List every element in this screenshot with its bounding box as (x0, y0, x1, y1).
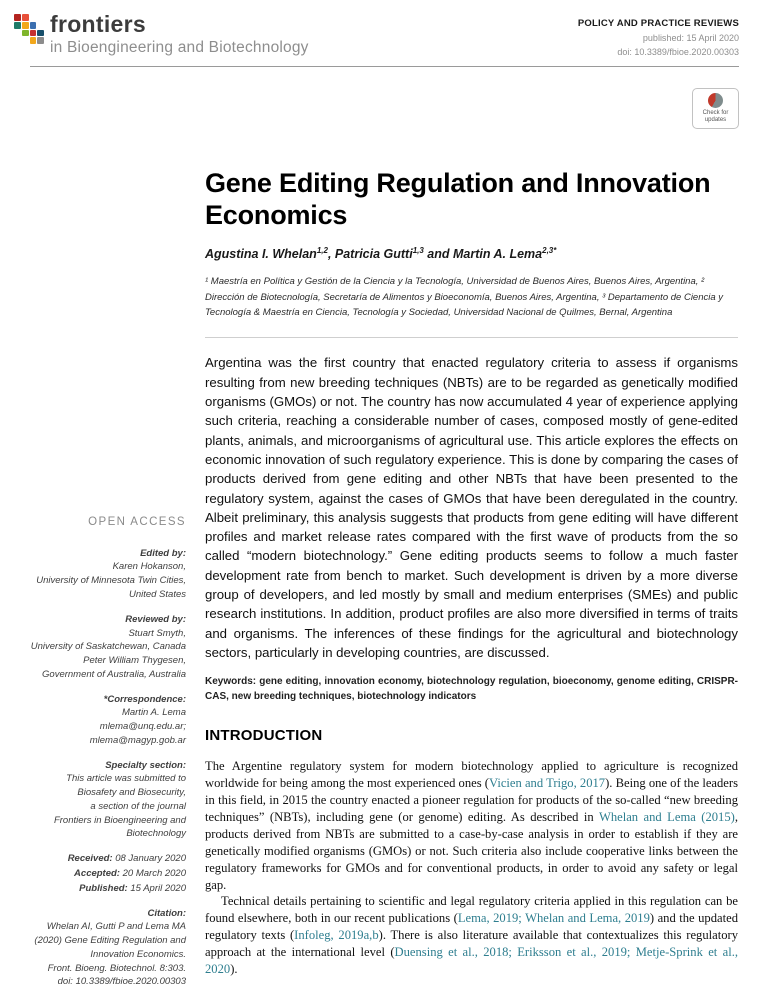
paragraph-text: Technical details pertaining to scientific and legal regulatory criteria applied in this regulation can be found elsewhere, both in our recent publications ( (205, 894, 738, 926)
author-affiliation-sup: 2,3* (542, 246, 557, 256)
sidebar-block-label: Reviewed by: (125, 613, 186, 625)
sidebar-block-line: a section of the journal (90, 800, 186, 812)
sidebar-block-line: This article was submitted to (66, 773, 186, 785)
sidebar-block-line: Stuart Smyth, (128, 627, 186, 639)
keywords-line: Keywords: gene editing, innovation economy, biotechnology regulation, bioeconomy, genome editing, CRISPR-CAS, new breeding techniques, biotechnology indicators (205, 676, 738, 703)
sidebar-block-line: Martin A. Lema (121, 707, 186, 719)
citation-link[interactable]: Infoleg, 2019a,b (294, 928, 379, 943)
author-name: Patricia Gutti (334, 247, 413, 262)
sidebar-block: Published: 15 April 2020 (79, 882, 186, 894)
sidebar-block (0, 759, 186, 842)
check-for-updates-label: Check for updates (702, 109, 729, 123)
sidebar-block-line: Biotechnology (126, 828, 186, 840)
sidebar-block-line: doi: 10.3389/fbioe.2020.00303 (57, 976, 186, 988)
citation-link[interactable]: Vicien and Trigo, 2017 (489, 776, 606, 791)
author-affiliation-sup: 1,3 (412, 246, 424, 256)
paragraph-text: ). Being one of the leaders in this field, in 2015 the country enacted a pioneer regulation for products of the so-called “new breeding techniques” (NBTs), including gene (or genome) editing. As described in (205, 776, 738, 824)
sidebar-block-label: Published: (79, 882, 128, 894)
citation-link[interactable]: Duensing et al., 2018; Eriksson et al., 2019; Metje-Sprink et al., 2020 (205, 945, 738, 977)
sidebar-blocks (0, 547, 186, 989)
email-link[interactable]: mlema@magyp.gob.ar (89, 734, 186, 746)
sidebar-block-line: Whelan AI, Gutti P and Lema MA (46, 921, 186, 933)
sidebar-block-line: Innovation Economics. (90, 948, 186, 960)
sidebar-block (0, 693, 186, 748)
author-affiliation-sup: 1,2 (316, 246, 328, 256)
doi: doi: 10.3389/fbioe.2020.00303 (617, 46, 739, 57)
paragraph-text: , products derived from NBTs are submitted to a case-by-case analysis in order to establish if they are genetically modified organisms (GMOs) or not. Such criteria also include cooperative links between the regulatory frameworks for GMOs and for conventional products, in order to avoid any safety or legal gap. (205, 809, 739, 892)
sidebar-block-line: Front. Bioeng. Biotechnol. 8:303. (47, 962, 186, 974)
body-paragraph (205, 758, 738, 893)
published-date: published: 15 April 2020 (642, 32, 739, 43)
paragraph-text: The Argentine regulatory system for modern biotechnology applied to agriculture is recognized worldwide for being among the most experienced ones ( (205, 759, 738, 791)
sidebar-block-line: Frontiers in Bioengineering and (53, 814, 186, 826)
abstract-text: Argentina was the first country that enacted regulatory criteria to assess if organisms resulting from new breeding techniques (NBTs) are to be regarded as genetically modified organisms (GMOs) or not. The country has now accumulated 4 year of experience applying such criteria, reaching a considerable number of cases, composed mostly of gene-edited plants, animals, and microorganisms of agricultural use. This article explores the effects on economic innovation of such regulatory experience. This is done by comparing the cases of products derived from gene editing and other NBTs that have been presented to the regulatory system, against the cases of GMOs that have been deregulated in the country. Albeit preliminary, this analysis suggests that products from gene editing will have different profiles and market release rates compared with the first wave of products from the so called “modern biotechnology.” Gene editing products seems to follow a much faster development rate from bench to market. Such development is driven by a more diverse group of developers, and led mostly by small and medium enterprises (SMEs) and public research institutions. In addition, product profiles are also more diversified in terms of traits and organisms. The inferences of these findings for the agricultural and biotechnology sectors, particularly in developing countries, are discussed. (205, 355, 738, 660)
author-name: Martin A. Lema (452, 247, 543, 262)
sidebar-block-line: Biosafety and Biosecurity, (77, 787, 186, 799)
author-name: Agustina I. Whelan (205, 247, 317, 262)
paragraph-text: ) and the updated regulatory texts ( (205, 911, 738, 943)
sidebar-block-line: (2020) Gene Editing Regulation and (34, 935, 186, 947)
sidebar-block (0, 613, 186, 682)
article-title: Gene Editing Regulation and Innovation Economics (205, 168, 711, 230)
sidebar-block: Accepted: 20 March 2020 (74, 867, 186, 879)
sidebar-block-line: University of Minnesota Twin Cities, (36, 575, 186, 587)
sidebar-block-label: Received: (67, 853, 113, 865)
open-access-label: OPEN ACCESS (88, 516, 186, 528)
sidebar-block-label: Edited by: (140, 547, 186, 559)
abstract-divider (205, 337, 738, 338)
frontiers-logo-icon (14, 14, 44, 44)
article-info-sidebar (0, 514, 186, 1000)
sidebar-block-line: United States (128, 588, 186, 600)
affiliations: ¹ Maestría en Política y Gestión de la Ciencia y la Tecnología, Universidad de Buenos Aires, Buenos Aires, Argentina, ² Dirección de Biotecnología, Secretaría de Alimentos y Bioeconomía, Buenos Aires, Argentina, ³ Departamento de Ciencia y Tecnología & Maestría en Ciencia, Tecnología y Sociedad, Universidad Nacional de Quilmes, Bernal, Argentina (205, 276, 724, 319)
sidebar-block-label: Accepted: (74, 867, 120, 879)
citation-link[interactable]: Lema, 2019; Whelan and Lema, 2019 (457, 911, 650, 926)
article-main (205, 0, 738, 978)
body-paragraphs (205, 758, 738, 978)
paragraph-text: ). There is also literature available that contextualizes this regulatory approach at the international level ( (205, 928, 739, 960)
sidebar-block: Received: 08 January 2020 (67, 853, 186, 865)
article-type: POLICY AND PRACTICE REVIEWS (577, 18, 739, 29)
email-link[interactable]: mlema@unq.edu.ar; (99, 721, 186, 733)
sidebar-block-line: University of Saskatchewan, Canada (30, 641, 186, 653)
author-list: Agustina I. Whelan$^{1,2}$, Patricia Gutti$^{1,3}$ and Martin A. Lema$^{2,3*}$ (205, 246, 557, 262)
sidebar-block-line: Peter William Thygesen, (83, 655, 186, 667)
section-heading-introduction: INTRODUCTION (205, 727, 323, 745)
sidebar-block (0, 907, 186, 990)
sidebar-block-line: Government of Australia, Australia (42, 668, 186, 680)
sidebar-block-label: Citation: (147, 907, 186, 919)
brand-name: frontiers (50, 11, 146, 37)
body-paragraph (205, 893, 738, 978)
sidebar-block-label: *Correspondence: (103, 693, 186, 705)
sidebar-block-label: Specialty section: (105, 759, 186, 771)
paragraph-text: ). (230, 962, 238, 977)
sidebar-block (0, 547, 186, 602)
citation-link[interactable]: Whelan and Lema (2015) (598, 809, 735, 824)
sidebar-block-line: Karen Hokanson, (112, 561, 186, 573)
journal-name: in Bioengineering and Biotechnology (50, 39, 309, 57)
